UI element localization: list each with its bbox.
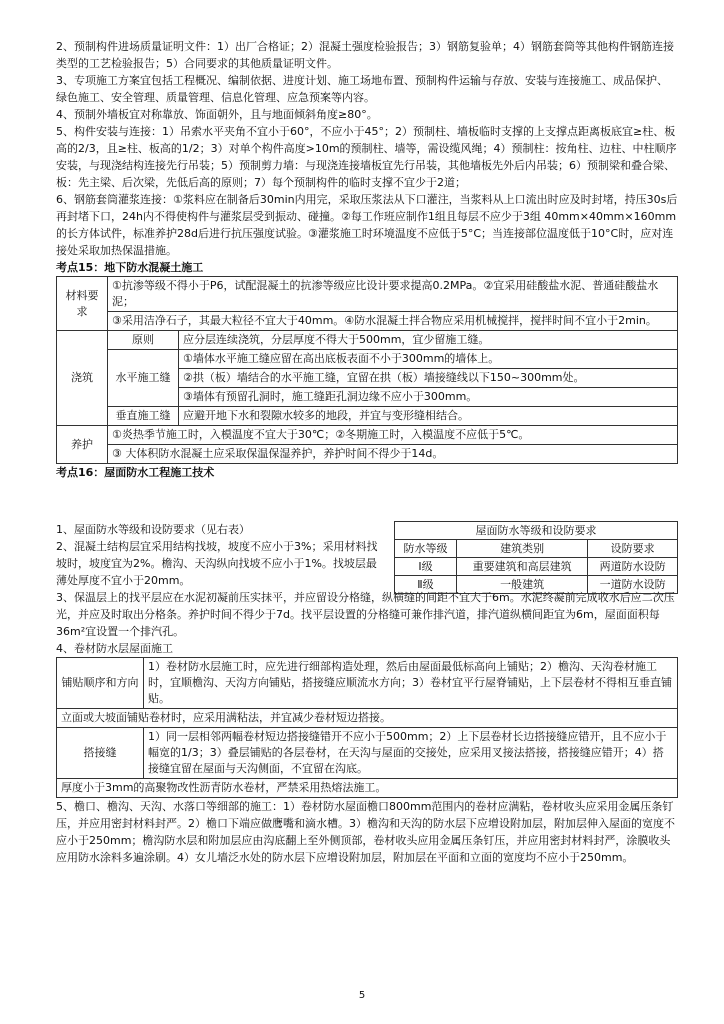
- thickness-text: 厚度小于3mm的高聚物改性沥青防水卷材，严禁采用热熔法施工。: [57, 779, 678, 798]
- intro-item-6: 6、钢筋套筒灌浆连接：①浆料应在制备后30min内用完，采取压浆法从下口灌注，当浆料从上口流出时应及时封堵，持压30s后再封堵下口，24h内不得使构件与灌浆层受到振动、碰撞。②每工作班应制作1组且每层不应少于3组 40mm×40mm×160mm的长方体试件，标准养护28d后进行抗压强度试验。③灌浆施工时环境温度不应低于5°C；当连接部位温度低于10°C时，应对连接处采取加热保温措施。: [56, 193, 678, 257]
- grade-row2-req: 一道防水设防: [588, 576, 678, 594]
- lap-label: 搭接缝: [57, 728, 144, 779]
- material-req-1: ①抗渗等级不得小于P6，试配混凝土的抗渗等级应比设计要求提高0.2MPa。②宜采用硅酸盐水泥、普通硅酸盐水泥；: [108, 277, 678, 312]
- page-number: 5: [358, 990, 366, 1001]
- grade-header-level: 防水等级: [395, 540, 457, 558]
- lap-text: 1）同一层相邻两幅卷材短边搭接缝错开不应小于500mm；2）上下层卷材长边搭接缝应错开，且不应小于幅宽的1/3；3）叠层铺贴的各层卷材，在天沟与屋面的交接处，应采用叉接法搭接，搭接缝应错开；4）搭接缝宜留在屋面与天沟侧面，不宜留在沟底。: [144, 728, 678, 779]
- roof-item-2: 2、混凝土结构层宜采用结构找坡，坡度不应小于3%；采用材料找坡时，坡度宜为2%。檐沟、天沟纵向找坡不应小于1%。找坡层最薄处厚度不宜小于20mm。: [56, 540, 378, 587]
- grade-row1-level: Ⅰ级: [395, 558, 457, 576]
- grade-row1-type: 重要建筑和高层建筑: [456, 558, 587, 576]
- pour-label: 浇筑: [57, 331, 108, 426]
- grade-row2-level: Ⅱ级: [395, 576, 457, 594]
- cure-1: ①炎热季节施工时，入模温度不宜大于30℃；②冬期施工时，入模温度不应低于5℃。: [108, 426, 678, 445]
- grade-row1-req: 两道防水设防: [588, 558, 678, 576]
- grade-row2-type: 一般建筑: [456, 576, 587, 594]
- section-title-15: 考点15：地下防水混凝土施工: [56, 261, 204, 274]
- roof-item-4: 4、卷材防水层屋面施工: [56, 642, 173, 655]
- cure-label: 养护: [57, 426, 108, 464]
- order-text: 1）卷材防水层施工时，应先进行细部构造处理，然后由屋面最低标高向上铺贴；2）檐沟、天沟卷材施工时，宜顺檐沟、天沟方向铺贴，搭接缝应顺流水方向；3）卷材宜平行屋脊铺贴，上下层卷材不得相互垂直铺贴。: [144, 658, 678, 709]
- horizontal-joint-3: ③墙体有预留孔洞时，施工缝距孔洞边缘不应小于300mm。: [179, 388, 678, 407]
- roll-roof-table: [56, 657, 678, 798]
- section-title-16: 考点16：屋面防水工程施工技术: [56, 466, 215, 479]
- cure-2: ③ 大体积防水混凝土应采取保温保湿养护，养护时间不得少于14d。: [108, 445, 678, 464]
- grade-header-req: 设防要求: [588, 540, 678, 558]
- principle-label: 原则: [108, 331, 179, 350]
- roof-item-1: 1、屋面防水等级和设防要求（见右表）: [56, 523, 250, 536]
- roof-grade-table: [394, 521, 678, 594]
- intro-item-2: 2、预制构件进场质量证明文件：1）出厂合格证；2）混凝土强度检验报告；3）钢筋复验单；4）钢筋套筒等其他构件钢筋连接类型的工艺检验报告；5）合同要求的其他质量证明文件。: [56, 40, 674, 70]
- material-label: 材料要求: [57, 277, 108, 331]
- waterproof-concrete-table: [56, 276, 678, 464]
- material-req-2: ③采用洁净石子，其最大粒径不宜大于40mm。④防水混凝土拌合物应采用机械搅拌，搅拌时间不宜小于2min。: [108, 312, 678, 331]
- vertical-joint-text: 应避开地下水和裂隙水较多的地段，并宜与变形缝相结合。: [179, 407, 678, 426]
- order-label: 铺贴顺序和方向: [57, 658, 144, 709]
- grade-table-caption: 屋面防水等级和设防要求: [395, 522, 678, 540]
- principle-text: 应分层连续浇筑，分层厚度不得大于500mm，宜少留施工缝。: [179, 331, 678, 350]
- roof-item-3: 3、保温层上的找平层应在水泥初凝前压实抹平，并应留设分格缝，纵横缝的间距不宜大于6m。水泥终凝前完成收水后应二次压光，并应及时取出分格条。养护时间不得少于7d。找平层设置的分格缝可兼作排汽道，排汽道纵横间距宜为6m，屋面面积每36m²宜设置一个排汽孔。: [56, 591, 675, 638]
- document-page: [56, 38, 678, 866]
- roof-item-5: 5、檐口、檐沟、天沟、水落口等细部的施工：1）卷材防水屋面檐口800mm范围内的卷材应满粘，卷材收头应采用金属压条钉压，并应用密封材料封严。2）檐口下端应做鹰嘴和滴水槽。3）檐沟和天沟的防水层下应增设附加层，附加层伸入屋面的宽度不应小于250mm；檐沟防水层和附加层应由沟底翻上至外侧顶部，卷材收头应用金属压条钉压，并应用密封材料封严，涂膜收头应用防水涂料多遍涂刷。4）女儿墙泛水处的防水层下应增设附加层，附加层在平面和立面的宽度均不应小于250mm。: [56, 800, 675, 864]
- horizontal-joint-2: ②拱（板）墙结合的水平施工缝，宜留在拱（板）墙接缝线以下150~300mm处。: [179, 369, 678, 388]
- roof-intro-block: [56, 521, 678, 589]
- vertical-joint-label: 垂直施工缝: [108, 407, 179, 426]
- intro-item-4: 4、预制外墙板宜对称靠放、饰面朝外，且与地面倾斜角度≥80°。: [56, 108, 378, 121]
- facade-text: 立面或大坡面铺贴卷材时，应采用满粘法，并宜减少卷材短边搭接。: [57, 709, 678, 728]
- horizontal-joint-1: ①墙体水平施工缝应留在高出底板表面不小于300mm的墙体上。: [179, 350, 678, 369]
- horizontal-joint-label: 水平施工缝: [108, 350, 179, 407]
- grade-header-type: 建筑类别: [456, 540, 587, 558]
- intro-item-3: 3、专项施工方案宜包括工程概况、编制依据、进度计划、施工场地布置、预制构件运输与存放、安装与连接施工、成品保护、绿色施工、安全管理、质量管理、信息化管理、应急预案等内容。: [56, 74, 668, 104]
- intro-item-5: 5、构件安装与连接：1）吊索水平夹角不宜小于60°，不应小于45°；2）预制柱、墙板临时支撑的上支撑点距离板底宜≥柱、板高的2/3，且≥柱、板高的1/2；3）对单个构件高度>10m的预制柱、墙等，需设缆风绳；4）预制柱：按角柱、边柱、中柱顺序安装，与现浇结构连接先行吊装；5）预制剪力墙：与现浇连接墙板宜先行吊装，其他墙板先外后内吊装；6）预制梁和叠合梁、板：先主梁、后次梁，先低后高的原则；7）每个预制构件的临时支撑不宜少于2道；: [56, 125, 677, 189]
